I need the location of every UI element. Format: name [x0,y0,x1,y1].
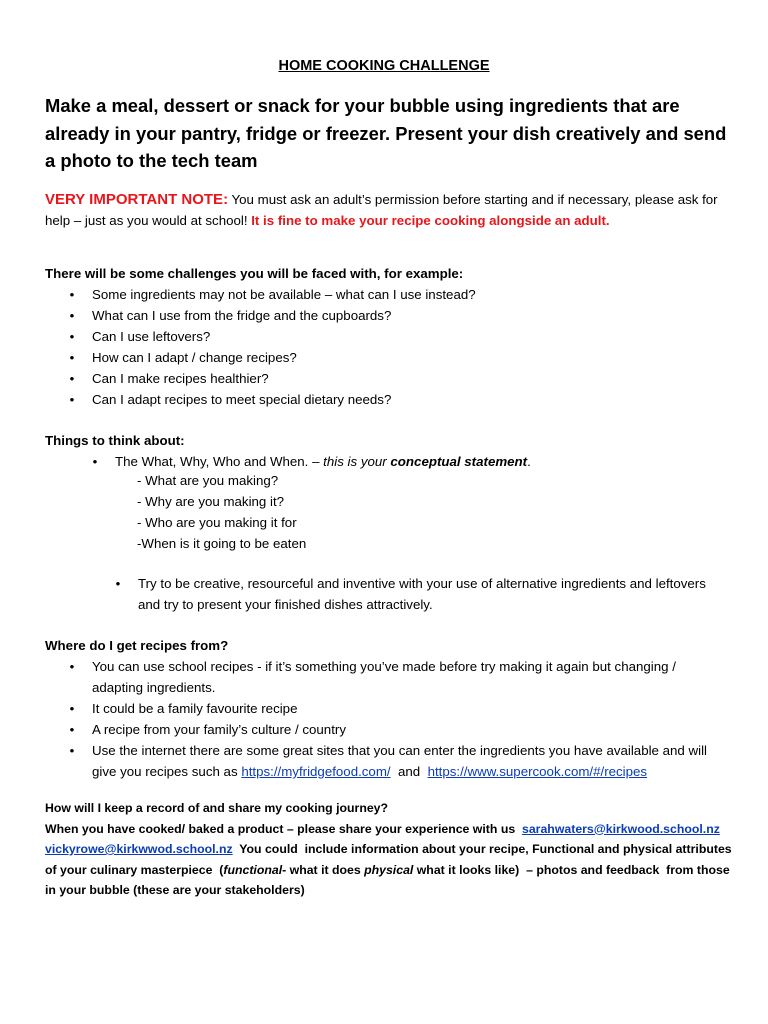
list-item: • Some ingredients may not be available – what can I use instead? [67,284,727,305]
think-heading: Things to think about: [45,433,185,448]
bullet-icon: • [69,350,75,365]
sublist-item: - Why are you making it? [137,494,285,509]
list-item: • A recipe from your family’s culture / country [67,719,727,740]
note-text: You must ask an adult’s permission before starting and if necessary, please ask for help – just as you would at school! [45,192,718,228]
list-item: • Can I make recipes healthier? [67,368,727,389]
think-list [90,451,730,472]
bullet-icon: • [69,722,75,737]
note-label: VERY IMPORTANT NOTE: [45,191,229,208]
list-item: • It could be a family favourite recipe [67,698,727,719]
record-paragraph: When you have cooked/ baked a product – please share your experience with us sarahwaters@kirkwood.school.nz vickyrowe@kirkwwod.school.nz You could include information about your recipe, Functional and physical attributes of your culinary masterpiece (functional- what it does physical what it looks like) – photos and feedback from those in your bubble (these are your stakeholders) [45,821,736,897]
bullet-icon: • [69,743,75,758]
list-item: • How can I adapt / change recipes? [67,347,727,368]
think-list-2 [113,573,723,615]
recipes-heading: Where do I get recipes from? [45,638,229,653]
record-section [45,798,735,901]
list-item: • Can I adapt recipes to meet special dietary needs? [67,389,727,410]
bullet-icon: • [69,329,75,344]
sublist-item: -When is it going to be eaten [137,536,307,551]
bullet-icon: • [69,392,75,407]
list-item: • Try to be creative, resourceful and inventive with your use of alternative ingredients and leftovers and try to present your finished dishes attractively. [113,573,723,615]
recipes-list [67,656,727,782]
record-heading: How will I keep a record of and share my cooking journey? [45,801,389,815]
bullet-icon: • [115,576,121,591]
page-title: HOME COOKING CHALLENGE [278,58,490,74]
sublist-item: - What are you making? [137,473,279,488]
bullet-icon: • [69,659,75,674]
think-sublist [137,470,306,554]
challenges-list [67,284,727,410]
list-item: • You can use school recipes - if it’s something you’ve made before try making it again but changing / adapting ingredients. [67,656,727,698]
list-item: • The What, Why, Who and When. – this is your conceptual statement. [90,451,730,472]
challenges-heading: There will be some challenges you will be faced with, for example: [45,266,464,281]
email-link-vicky[interactable]: vickyrowe@kirkwwod.school.nz [45,842,233,856]
bullet-icon: • [69,308,75,323]
email-link-sarah[interactable]: sarahwaters@kirkwood.school.nz [522,821,720,836]
bullet-icon: • [69,287,75,302]
list-item: • What can I use from the fridge and the cupboards? [67,305,727,326]
note-red-text: It is fine to make your recipe cooking alongside an adult. [251,213,610,228]
intro-paragraph: Make a meal, dessert or snack for your bubble using ingredients that are already in your pantry, fridge or freezer. Present your dish creatively and send a photo to the tech team [45,95,727,171]
bullet-icon: • [92,454,98,469]
list-item: • Can I use leftovers? [67,326,727,347]
bullet-icon: • [69,701,75,716]
sublist-item: - Who are you making it for [137,515,297,530]
important-note [45,189,735,231]
myfridgefood-link[interactable]: https://myfridgefood.com/ [241,764,391,779]
supercook-link[interactable]: https://www.supercook.com/#/recipes [427,764,648,779]
bullet-icon: • [69,371,75,386]
list-item: • Use the internet there are some great sites that you can enter the ingredients you have available and will give you recipes such as https://myfridgefood.com/ and https://www.supercook.com/#/recipes [67,740,727,782]
